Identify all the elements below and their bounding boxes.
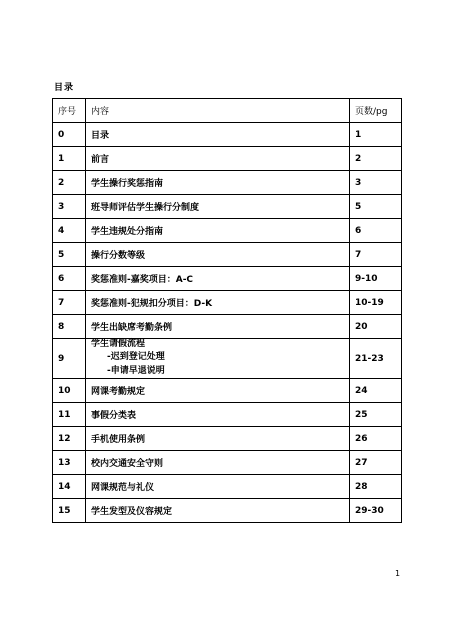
table-row: [53, 195, 402, 219]
row-subitem: -申请早退说明: [107, 366, 165, 376]
row-title: 学生操行奖惩指南: [86, 171, 350, 195]
table-row: [53, 267, 402, 291]
row-subitem: -迟到登记处理: [107, 352, 165, 362]
column-header-pages: 页数/pg: [350, 99, 402, 123]
row-pages: 9-10: [350, 267, 402, 291]
row-pages: 10-19: [350, 291, 402, 315]
row-title: 网课考勤规定: [86, 379, 350, 403]
row-number: 7: [53, 291, 86, 315]
row-pages: 29-30: [350, 499, 402, 523]
table-of-contents: [52, 98, 402, 523]
column-header-content: 内容: [86, 99, 350, 123]
table-row: [53, 379, 402, 403]
row-title: 班导师评估学生操行分制度: [86, 195, 350, 219]
row-number: 9: [53, 339, 86, 379]
table-header-row: [53, 99, 402, 123]
row-number: 15: [53, 499, 86, 523]
row-number: 8: [53, 315, 86, 339]
row-pages: 3: [350, 171, 402, 195]
page-number: 1: [395, 569, 401, 578]
row-pages: 6: [350, 219, 402, 243]
row-title-cell: [86, 339, 350, 379]
row-pages: 25: [350, 403, 402, 427]
row-title: 校内交通安全守则: [86, 451, 350, 475]
row-pages: 21-23: [350, 339, 402, 379]
table-row: [53, 475, 402, 499]
row-pages: 7: [350, 243, 402, 267]
table-row: [53, 403, 402, 427]
row-title: 网课规范与礼仪: [86, 475, 350, 499]
row-number: 0: [53, 123, 86, 147]
row-number: 10: [53, 379, 86, 403]
row-pages: 24: [350, 379, 402, 403]
row-title: 前言: [86, 147, 350, 171]
row-pages: 1: [350, 123, 402, 147]
row-pages: 2: [350, 147, 402, 171]
row-pages: 5: [350, 195, 402, 219]
row-number: 12: [53, 427, 86, 451]
row-number: 13: [53, 451, 86, 475]
row-number: 3: [53, 195, 86, 219]
row-pages: 20: [350, 315, 402, 339]
table-row: [53, 123, 402, 147]
row-number: 1: [53, 147, 86, 171]
row-pages: 28: [350, 475, 402, 499]
row-pages: 27: [350, 451, 402, 475]
row-title: 事假分类表: [86, 403, 350, 427]
page-title: 目录: [54, 83, 75, 93]
row-pages: 26: [350, 427, 402, 451]
table-row: [53, 171, 402, 195]
table-row: [53, 243, 402, 267]
row-number: 2: [53, 171, 86, 195]
table-row: [53, 451, 402, 475]
column-header-no: 序号: [53, 99, 86, 123]
row-number: 4: [53, 219, 86, 243]
row-title: 学生请假流程: [91, 339, 146, 349]
row-title: 操行分数等级: [86, 243, 350, 267]
row-title: 学生违规处分指南: [86, 219, 350, 243]
row-title: 奖惩准则-嘉奖项目：A-C: [86, 267, 350, 291]
row-title: 学生出缺席考勤条例: [86, 315, 350, 339]
row-number: 11: [53, 403, 86, 427]
row-title: 目录: [86, 123, 350, 147]
table-row: [53, 339, 402, 379]
table-row: [53, 291, 402, 315]
row-title: 奖惩准则-犯规扣分项目：D-K: [86, 291, 350, 315]
row-title: 手机使用条例: [86, 427, 350, 451]
table-row: [53, 219, 402, 243]
table-row: [53, 147, 402, 171]
row-number: 5: [53, 243, 86, 267]
table-row: [53, 315, 402, 339]
row-number: 14: [53, 475, 86, 499]
row-number: 6: [53, 267, 86, 291]
table-row: [53, 427, 402, 451]
row-title: 学生发型及仪容规定: [86, 499, 350, 523]
table-row: [53, 499, 402, 523]
